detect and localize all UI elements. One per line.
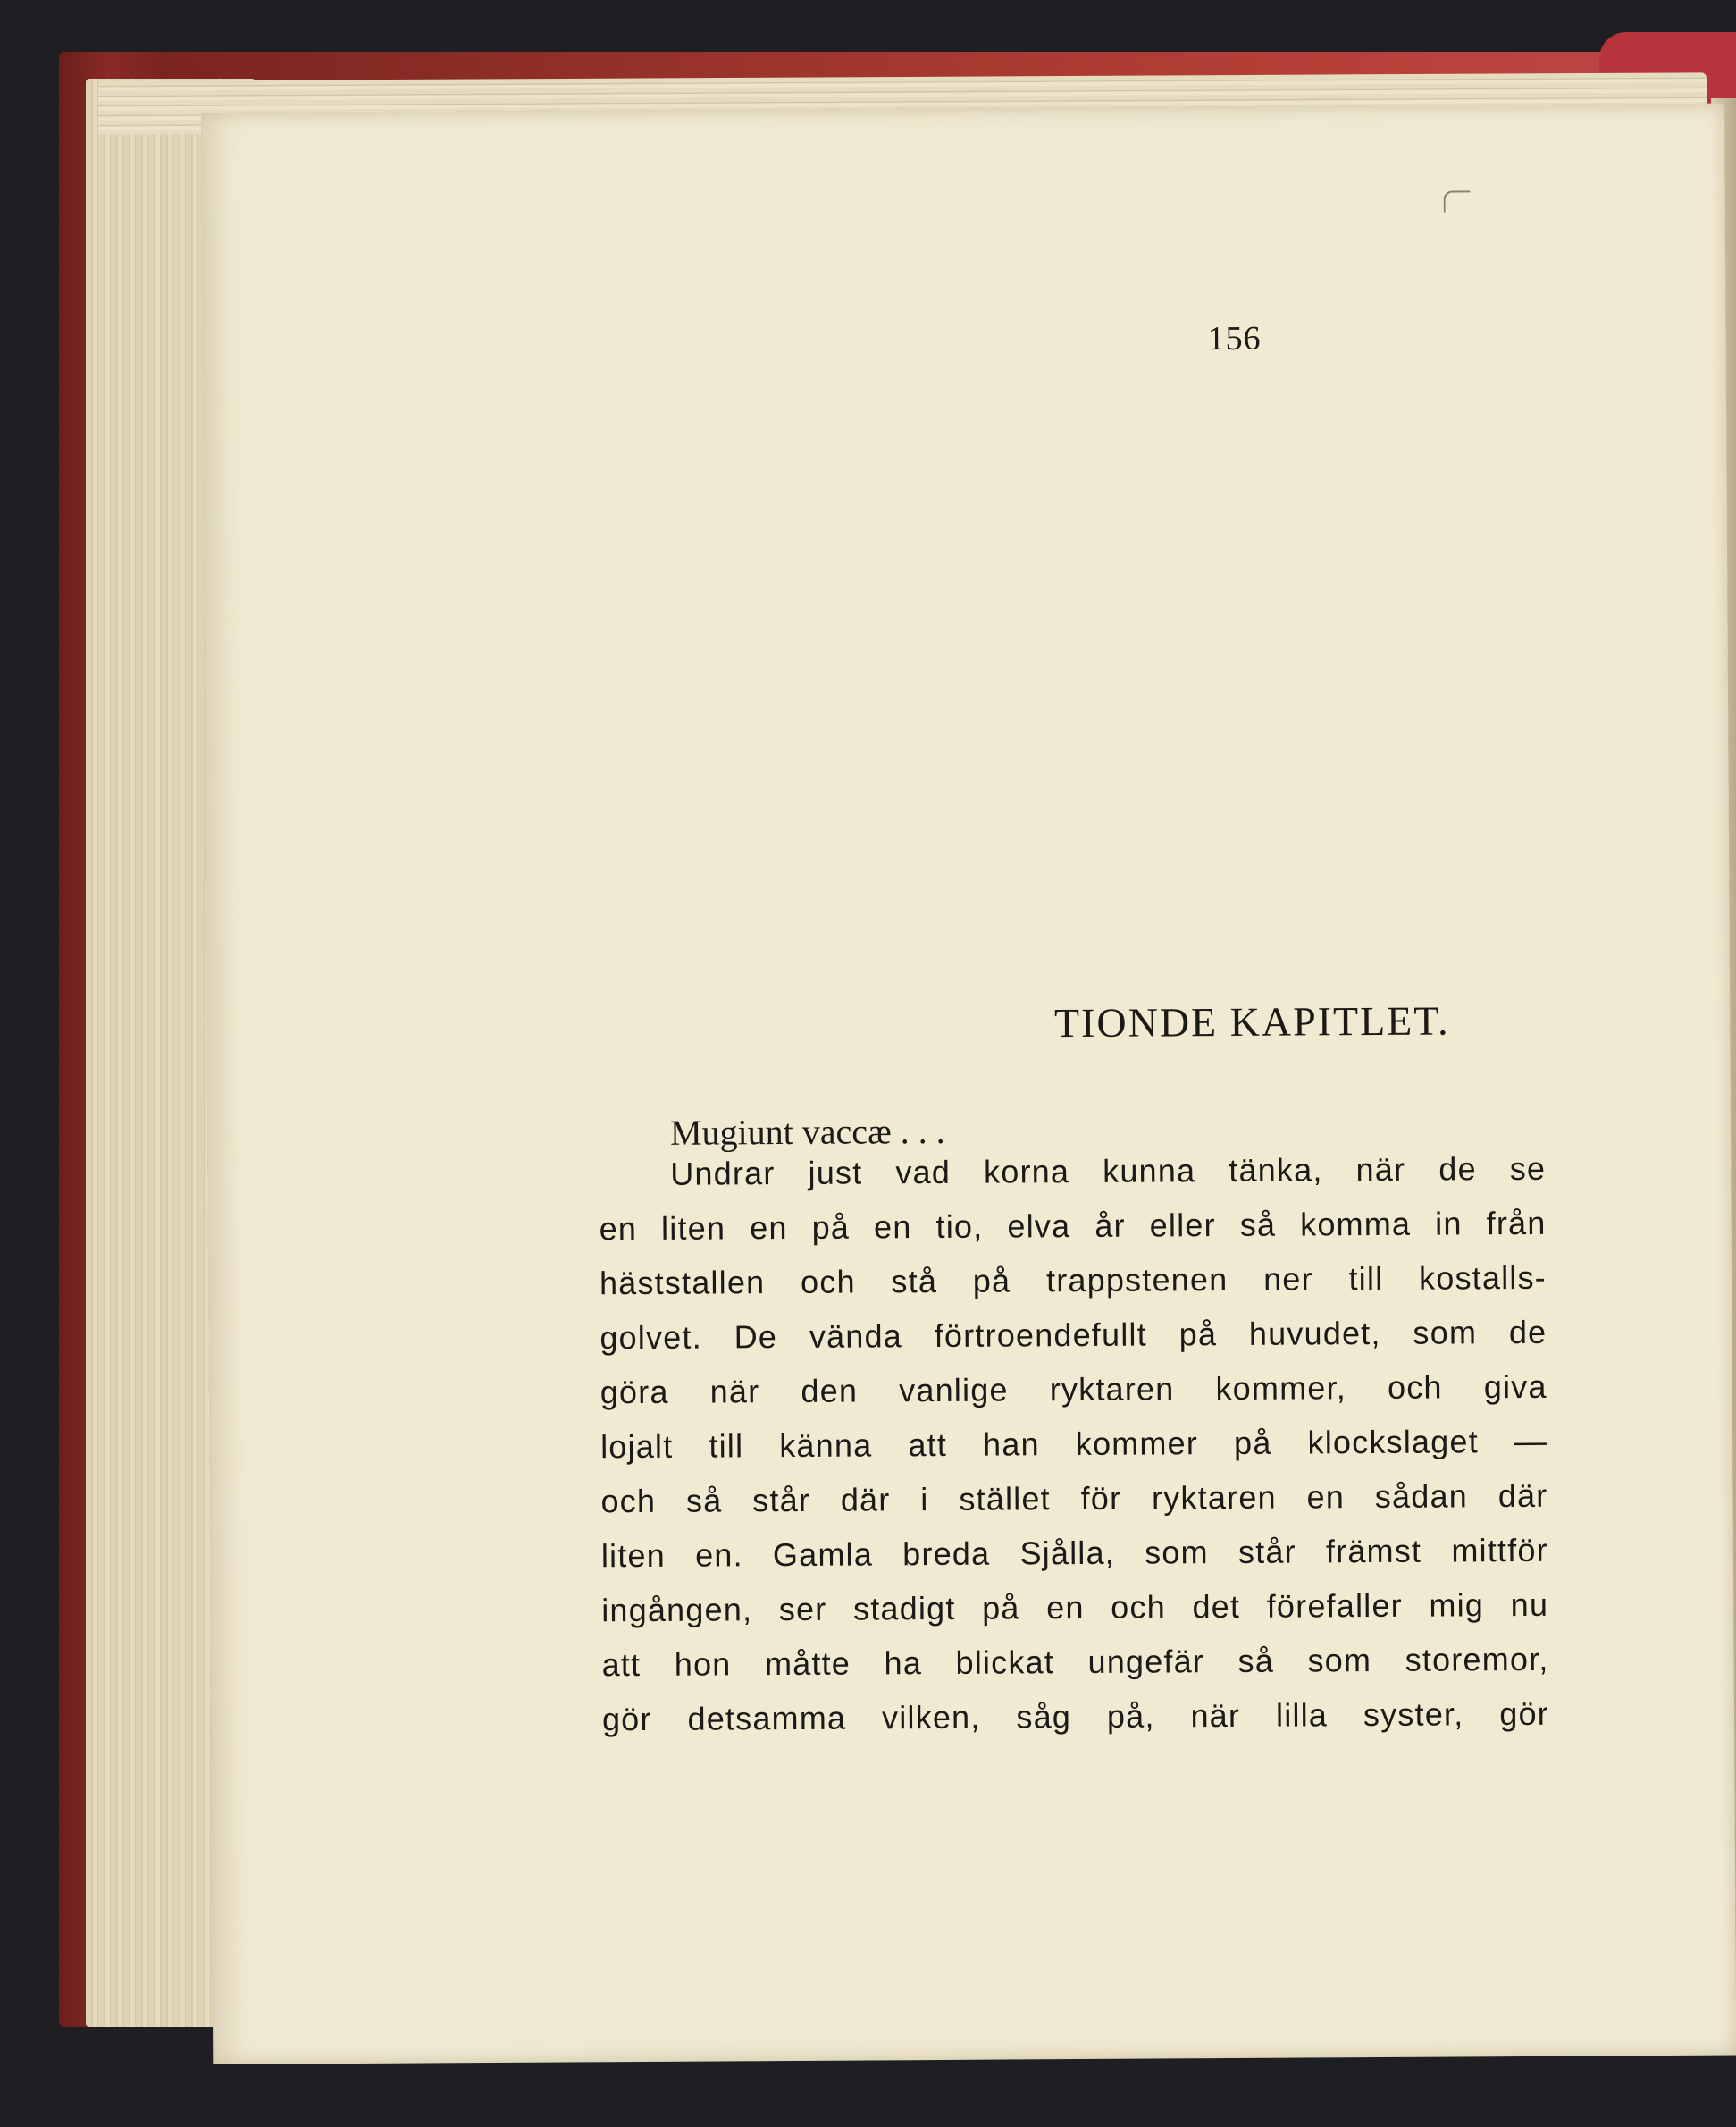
word: en <box>750 1209 788 1247</box>
word: liten <box>660 1209 726 1247</box>
word: kommer, <box>1215 1369 1347 1408</box>
word: gör <box>1499 1694 1550 1733</box>
word: ingången, <box>601 1591 753 1629</box>
word: en <box>1306 1478 1346 1516</box>
text-line <box>600 1305 1547 1365</box>
word: tio, <box>935 1207 984 1245</box>
word: står <box>752 1481 811 1519</box>
text-line <box>601 1577 1548 1637</box>
word: när <box>1190 1696 1241 1735</box>
word: kommer <box>1075 1425 1199 1463</box>
word: vilken, <box>881 1698 981 1736</box>
word: att <box>908 1425 948 1464</box>
word: kunna <box>1103 1152 1196 1190</box>
word: främst <box>1325 1532 1422 1570</box>
chapter-title: TIONDE KAPITLET. <box>1053 997 1450 1047</box>
word: klockslaget <box>1307 1423 1479 1461</box>
word: på <box>981 1589 1020 1627</box>
text-line <box>600 1359 1547 1419</box>
word: på, <box>1106 1697 1155 1735</box>
word: när <box>709 1373 760 1410</box>
book-page <box>201 104 1736 2064</box>
word: att <box>601 1646 642 1684</box>
text-line <box>601 1523 1548 1583</box>
text-line <box>601 1632 1548 1692</box>
word: som <box>1145 1534 1209 1571</box>
word: såg <box>1016 1698 1072 1736</box>
word: syster, <box>1363 1695 1464 1734</box>
word: på <box>1178 1316 1218 1353</box>
word: ha <box>884 1644 923 1682</box>
word: som <box>1413 1314 1478 1351</box>
word: stadigt <box>852 1589 956 1627</box>
word: stället <box>959 1480 1051 1517</box>
word: vända <box>809 1317 903 1355</box>
word: se <box>1509 1149 1547 1188</box>
word: på <box>972 1262 1011 1299</box>
text-line <box>599 1141 1546 1201</box>
word: vanlige <box>899 1371 1009 1409</box>
word: Undrar <box>670 1155 776 1192</box>
word: Gamla <box>772 1535 874 1574</box>
word: och <box>800 1263 856 1300</box>
pencil-mark <box>1444 190 1471 212</box>
word: kostalls- <box>1418 1258 1547 1297</box>
word: och <box>1111 1588 1167 1626</box>
word: i <box>920 1481 929 1518</box>
word: mig <box>1429 1586 1485 1624</box>
page-number: 156 <box>1207 319 1262 358</box>
word: Sjålla, <box>1019 1534 1116 1572</box>
word: en <box>1046 1588 1085 1627</box>
word: år <box>1094 1206 1126 1244</box>
word: just <box>808 1154 863 1191</box>
word: när <box>1355 1150 1406 1189</box>
word: från <box>1486 1204 1547 1242</box>
word: känna <box>779 1426 873 1465</box>
word: och <box>600 1482 657 1520</box>
word: där <box>1497 1476 1548 1515</box>
word: giva <box>1483 1367 1547 1406</box>
word: ryktaren <box>1049 1370 1175 1408</box>
word: så <box>1239 1206 1277 1243</box>
word: elva <box>1007 1207 1071 1245</box>
word: för <box>1080 1479 1122 1517</box>
text-line <box>599 1196 1546 1256</box>
epigraph: Mugiunt vaccæ . . . <box>669 1110 945 1153</box>
word: blickat <box>955 1644 1055 1681</box>
word: den <box>801 1372 859 1409</box>
word: och <box>1387 1368 1443 1406</box>
word: mittför <box>1451 1531 1548 1569</box>
word: förefaller <box>1266 1586 1403 1625</box>
text-line <box>600 1250 1547 1310</box>
word: trappstenen <box>1045 1261 1229 1299</box>
word: en <box>599 1210 638 1248</box>
word: sådan <box>1374 1477 1469 1516</box>
word: — <box>1514 1422 1548 1460</box>
word: komma <box>1300 1205 1412 1243</box>
word: som <box>1307 1642 1372 1679</box>
word: de <box>1508 1313 1547 1351</box>
word: så <box>685 1482 723 1519</box>
word: där <box>840 1481 891 1518</box>
word: göra <box>600 1373 669 1411</box>
word: till <box>709 1427 744 1465</box>
body-text <box>599 1141 1549 1746</box>
word: en <box>873 1208 912 1246</box>
word: till <box>1348 1259 1384 1298</box>
word: in <box>1435 1205 1463 1242</box>
word: förtroendefullt <box>934 1316 1148 1355</box>
word: det <box>1192 1587 1241 1626</box>
word: står <box>1237 1533 1296 1570</box>
word: golvet. <box>600 1318 702 1357</box>
word: måtte <box>764 1644 851 1683</box>
word: lojalt <box>600 1427 674 1466</box>
word: nu <box>1510 1585 1549 1624</box>
word: en. <box>694 1536 743 1574</box>
word: breda <box>902 1534 991 1573</box>
word: så <box>1237 1642 1275 1679</box>
word: eller <box>1149 1206 1216 1244</box>
word: vad <box>895 1153 952 1191</box>
text-line <box>600 1414 1547 1474</box>
word: de <box>1438 1150 1477 1188</box>
word: hon <box>674 1645 732 1683</box>
word: ungefär <box>1087 1643 1205 1680</box>
word: på <box>1233 1424 1272 1461</box>
word: lilla <box>1275 1696 1329 1734</box>
word: häststallen <box>599 1264 766 1302</box>
word: huvudet, <box>1248 1314 1381 1352</box>
word: liten <box>600 1536 667 1575</box>
word: detsamma <box>687 1699 847 1737</box>
word: De <box>734 1318 778 1356</box>
word: ryktaren <box>1151 1478 1277 1517</box>
text-line <box>600 1468 1547 1528</box>
word: tänka, <box>1229 1151 1323 1189</box>
word: stå <box>891 1262 938 1300</box>
word: korna <box>983 1153 1070 1190</box>
text-line <box>602 1686 1549 1746</box>
word: ser <box>778 1590 827 1628</box>
word: gör <box>601 1700 652 1738</box>
word: på <box>811 1208 851 1246</box>
word: han <box>982 1425 1040 1463</box>
word: storemor, <box>1405 1640 1549 1678</box>
word: ner <box>1263 1260 1313 1298</box>
